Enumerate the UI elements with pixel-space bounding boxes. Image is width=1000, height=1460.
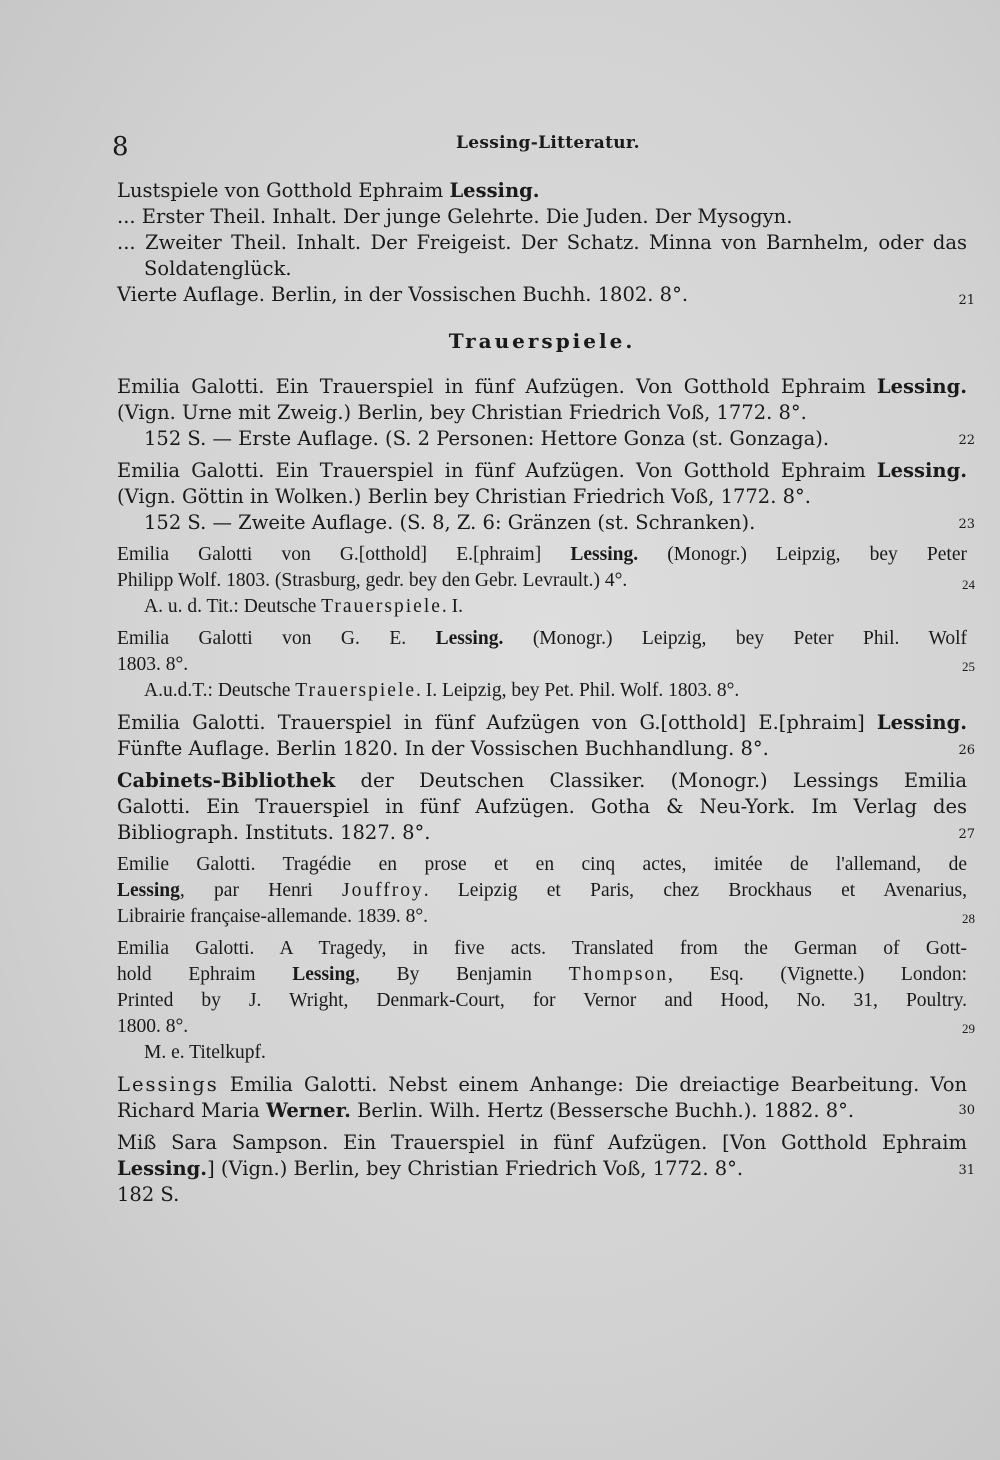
entry-28: Emilie Galotti. Tragédie en prose et en cinq actes, imitée de l'allemand, de Lessing, par Henri Jouffroy. Leipzig et Paris, chez Brockhaus et Avenarius, Librairie française-allemande. 1839. 8°. 28 — [117, 854, 975, 927]
entry-24: Emilia Galotti von G.[otthold] E.[phraim] Lessing. (Monogr.) Leipzig, bey Peter Philipp Wolf. 1803. (Strasburg, gedr. bey den Gebr. Levrault.) 4°. A. u. d. Tit.: Deutsche Trauerspiele. I. 24 — [117, 544, 975, 617]
running-title: Lessing-Litteratur. — [456, 133, 640, 153]
series-title: Cabinets-Bibliothek — [117, 769, 336, 792]
entry-number: 29 — [962, 1021, 975, 1036]
entry-27: Cabinets-Bibliothek der Deutschen Classiker. (Monogr.) Lessings Emilia Galotti. Ein Trauerspiel in fünf Aufzügen. Gotha & Neu-York. Im Verlag des Bibliograph. Instituts. 1827. 8°. 27 — [117, 769, 975, 844]
author-name: Lessing. — [876, 459, 967, 482]
entry-25: Emilia Galotti von G. E. Lessing. (Monogr.) Leipzig, bey Peter Phil. Wolf 1803. 8°. A.u.d.T.: Deutsche Trauerspiele. I. Leipzig, bey Pet. Phil. Wolf. 1803. 8°. 25 — [117, 628, 975, 701]
entry-number: 28 — [962, 911, 975, 926]
entry-23: Emilia Galotti. Ein Trauerspiel in fünf Aufzügen. Von Gotthold Ephraim Lessing. (Vign. Göttin in Wolken.) Berlin bey Christian Friedrich Voß, 1772. 8°. 152 S. — Zweite Auflage. (S. 8, Z. 6: Gränzen (st. Schranken). 23 — [117, 459, 975, 534]
entry-31: Miß Sara Sampson. Ein Trauerspiel in fünf Aufzügen. [Von Gotthold Ephraim Lessing.] (Vign.) Berlin, bey Christian Friedrich Voß, 1772. 8°. 182 S. 31 — [117, 1131, 975, 1206]
entry-30: Lessings Emilia Galotti. Nebst einem Anhange: Die dreiactige Bearbeitung. Von Richard Maria Werner. Berlin. Wilh. Hertz (Bessersche Buchh.). 1882. 8°. 30 — [117, 1073, 975, 1122]
author-name: Lessing. — [876, 375, 967, 398]
entry-number: 30 — [958, 1103, 975, 1118]
bibliography-list — [117, 178, 975, 1208]
author-name: Lessing. — [435, 628, 504, 649]
entry-29: Emilia Galotti. A Tragedy, in five acts. Translated from the German of Gott- hold Ephraim Lessing, By Benjamin Thompson, Esq. (Vignette.) London: Printed by J. Wright, Denmark-Court, for Vernor and Hood, No. 31, Poultry. 1800. 8°. M. e. Titelkupf. 29 — [117, 938, 975, 1063]
author-name: Lessing. — [117, 1157, 208, 1180]
author-name: Lessing — [117, 880, 180, 901]
entry-number: 27 — [958, 827, 975, 842]
author-name: Werner. — [266, 1099, 351, 1122]
entry-26: Emilia Galotti. Trauerspiel in fünf Aufzügen von G.[otthold] E.[phraim] Lessing. Fünfte Auflage. Berlin 1820. In der Vossischen Buchhandlung. 8°. 26 — [117, 711, 975, 760]
entry-number: 31 — [958, 1163, 975, 1178]
entry-number: 26 — [958, 743, 975, 758]
page-number: 8 — [112, 132, 129, 162]
author-name: Lessing. — [449, 179, 540, 202]
entry-21: Lustspiele von Gotthold Ephraim Lessing. ... Erster Theil. Inhalt. Der junge Gelehrte. Die Juden. Der Mysogyn. ... Zweiter Theil. Inhalt. Der Freigeist. Der Schatz. Minna von Barnhelm, oder das Soldatenglück. Vierte Auflage. Berlin, in der Vossischen Buchh. 1802. 8°. 21 — [117, 179, 975, 308]
author-name: Lessing. — [876, 711, 967, 734]
entry-number: 25 — [962, 659, 975, 674]
entry-number: 24 — [962, 577, 975, 592]
entry-number: 22 — [958, 433, 975, 448]
section-heading: Trauerspiele. — [448, 329, 636, 353]
entry-22: Emilia Galotti. Ein Trauerspiel in fünf Aufzügen. Von Gotthold Ephraim Lessing. (Vign. Urne mit Zweig.) Berlin, bey Christian Friedrich Voß, 1772. 8°. 152 S. — Erste Auflage. (S. 2 Personen: Hettore Gonza (st. Gonzaga). 22 — [117, 375, 975, 450]
author-name: Lessing — [292, 964, 356, 985]
entry-number: 23 — [958, 517, 975, 532]
entry-number: 21 — [958, 293, 975, 308]
author-name: Lessing. — [570, 544, 639, 565]
